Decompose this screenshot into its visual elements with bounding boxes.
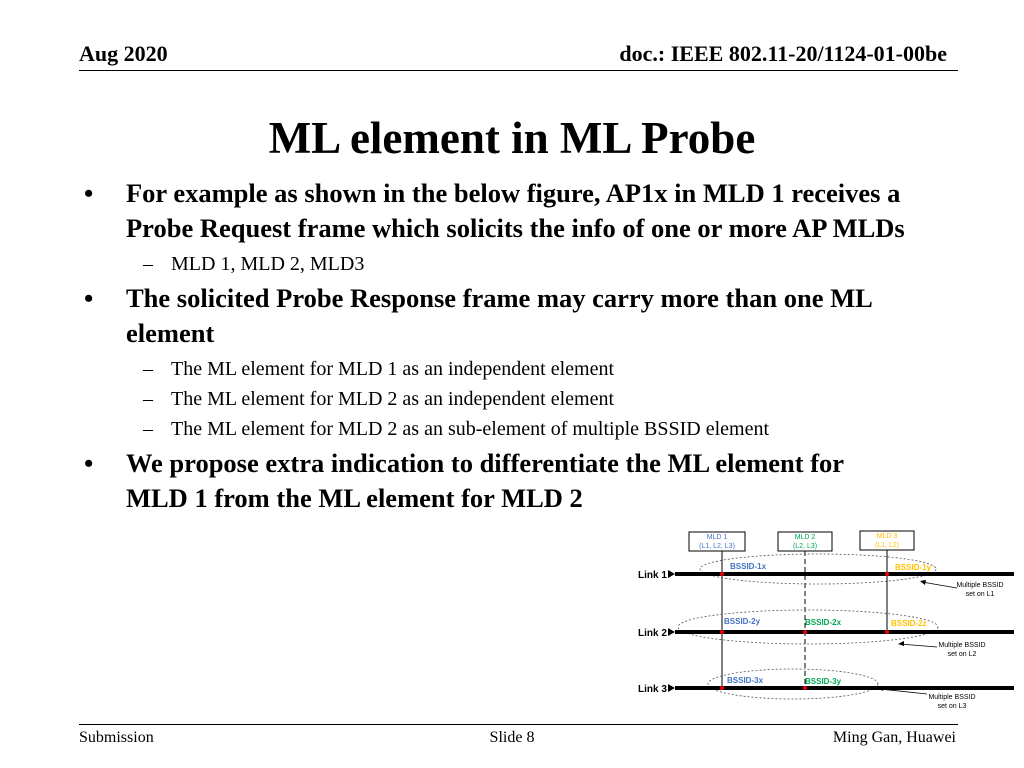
mld-1-label: MLD 1 — [706, 534, 728, 541]
bssid-2x-label: BSSID-2x — [805, 618, 842, 627]
note-l1-pointer — [922, 582, 957, 588]
ap-dot — [803, 630, 807, 634]
footer-author: Ming Gan, Huawei — [832, 729, 956, 746]
slide-title: ML element in ML Probe — [268, 113, 756, 163]
bullet-3-text: We propose extra indication to differentiate the ML element for MLD 1 from the ML element for MLD 2 — [126, 448, 844, 513]
bullet-2 — [84, 281, 944, 351]
sub-bullet-2-2 — [143, 387, 944, 411]
header-date: Aug 2020 — [79, 41, 168, 66]
bullet-dot: • — [84, 448, 94, 478]
sub-bullet-2-3 — [143, 417, 944, 441]
sub-bullet-2-1-text: The ML element for MLD 1 as an independent element — [171, 358, 614, 380]
note-l1-line1: Multiple BSSID — [956, 582, 1004, 589]
note-l2-pointer — [900, 644, 937, 647]
note-l3-line1: Multiple BSSID — [928, 694, 976, 701]
bullet-dot: • — [84, 283, 94, 313]
sub-bullet-dash: – — [143, 418, 153, 440]
arrow-icon — [920, 580, 926, 585]
mld-2-links: (L2, L3) — [792, 543, 818, 550]
link-2-label: Link 2 — [638, 628, 667, 639]
mld-1-links: (L1, L2, L3) — [699, 543, 735, 550]
sub-bullet-dash: – — [143, 388, 153, 410]
note-l2-line1: Multiple BSSID — [938, 642, 986, 649]
header-divider — [79, 70, 958, 71]
sub-bullet-2-2-text: The ML element for MLD 2 as an independent element — [171, 388, 614, 410]
mld-3-label: MLD 3 — [876, 533, 898, 540]
arrow-icon — [898, 641, 904, 646]
bssid-2z-label: BSSID-2z — [891, 619, 927, 628]
ap-dot — [885, 630, 889, 634]
link-1-label: Link 1 — [638, 570, 667, 581]
arrow-icon — [668, 570, 675, 578]
sub-bullet-2-1 — [143, 357, 944, 381]
footer-divider — [79, 724, 958, 725]
bssid-1x-label: BSSID-1x — [730, 562, 767, 571]
header-doc-number: doc.: IEEE 802.11-20/1124-01-00be — [619, 41, 947, 66]
arrow-icon — [668, 628, 675, 636]
bullet-3 — [84, 446, 944, 516]
footer-submission: Submission — [79, 729, 154, 746]
footer-slide-number: Slide 8 — [489, 729, 535, 746]
mld-2-label: MLD 2 — [794, 534, 816, 541]
mld-3-links: (L1, L2) — [874, 542, 900, 549]
bullet-1-text: For example as shown in the below figure, AP1x in MLD 1 receives a Probe Request frame which solicits the info of one or more AP MLDs — [126, 178, 905, 243]
note-l1-line2: set on L1 — [965, 591, 995, 598]
sub-bullet-2-3-text: The ML element for MLD 2 as an sub-element of multiple BSSID element — [171, 418, 770, 440]
ap-dot — [720, 572, 724, 576]
bssid-3y-label: BSSID-3y — [805, 677, 842, 686]
bullet-dot: • — [84, 178, 94, 208]
bullet-2-text: The solicited Probe Response frame may carry more than one ML element — [126, 283, 872, 348]
ap-dot — [803, 686, 807, 690]
sub-bullet-dash: – — [143, 358, 153, 380]
sub-bullet-dash: – — [143, 253, 153, 275]
ap-dot — [885, 572, 889, 576]
bssid-2y-label: BSSID-2y — [724, 617, 761, 626]
sub-bullet-1-1 — [143, 252, 944, 276]
note-l2-line2: set on L2 — [947, 651, 977, 658]
arrow-icon — [668, 684, 675, 692]
ap-dot — [720, 686, 724, 690]
sub-bullet-1-1-text: MLD 1, MLD 2, MLD3 — [171, 253, 365, 275]
slide-body — [84, 176, 944, 516]
bullet-1 — [84, 176, 944, 246]
note-l3-line2: set on L3 — [937, 703, 967, 710]
mld-link-diagram — [630, 527, 1020, 717]
ap-dot — [720, 630, 724, 634]
link-3-label: Link 3 — [638, 684, 667, 695]
bssid-3x-label: BSSID-3x — [727, 676, 764, 685]
bssid-1y-label: BSSID-1y — [895, 563, 932, 572]
